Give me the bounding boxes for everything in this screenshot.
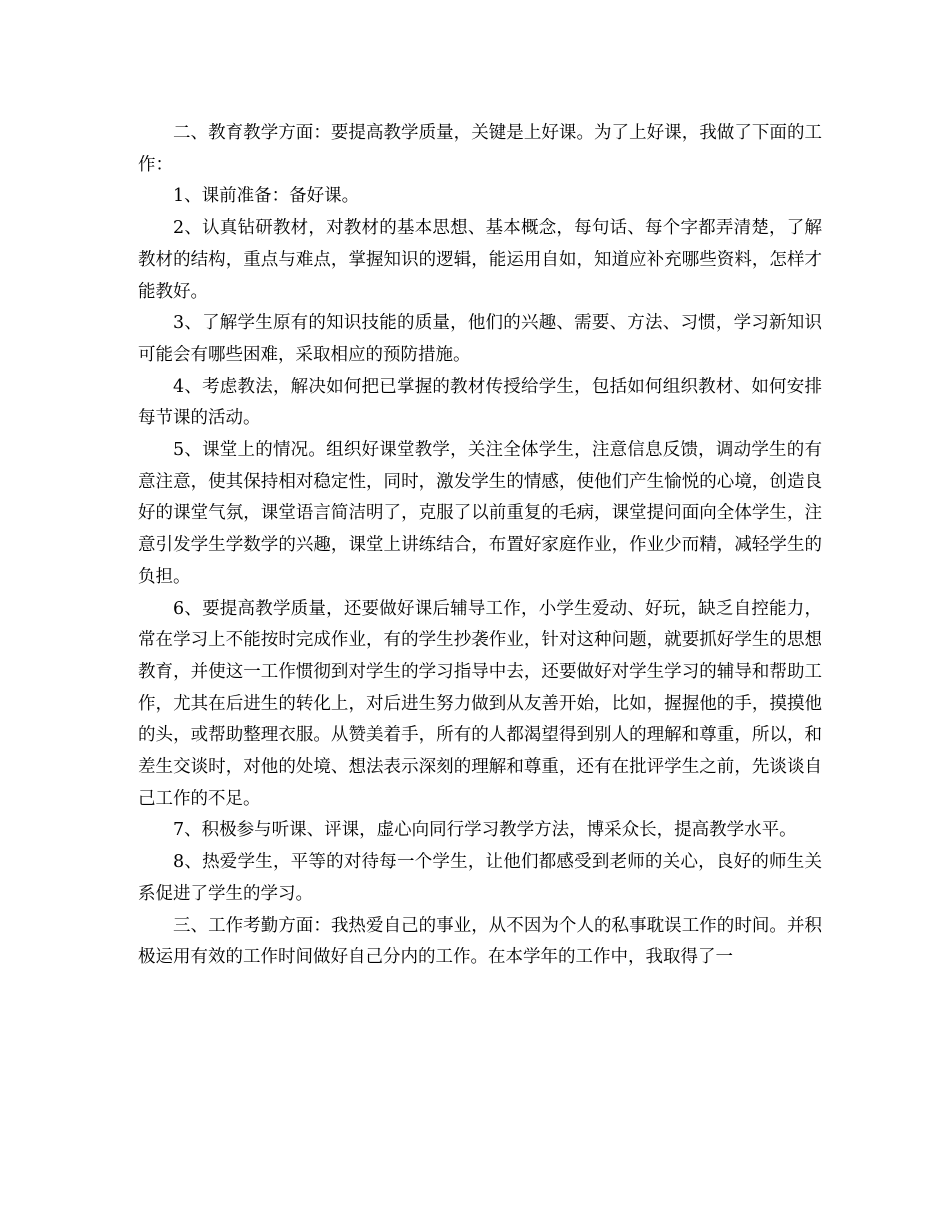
- paragraph-item-5: 5、课堂上的情况。组织好课堂教学，关注全体学生，注意信息反馈，调动学生的有意注意，使其保持相对稳定性，同时，激发学生的情感，使他们产生愉悦的心境，创造良好的课堂气氛，课堂语言简洁明了，克服了以前重复的毛病，课堂提问面向全体学生，注意引发学生学数学的兴趣，课堂上讲练结合，布置好家庭作业，作业少而精，减轻学生的负担。: [138, 440, 822, 587]
- paragraph-item-4: 4、考虑教法，解决如何把已掌握的教材传授给学生，包括如何组织教材、如何安排每节课的活动。: [138, 376, 822, 429]
- paragraph-section-2-intro: 二、教育教学方面：要提高教学质量，关键是上好课。为了上好课，我做了下面的工作：: [138, 123, 822, 175]
- paragraph-item-2: 2、认真钻研教材，对教材的基本思想、基本概念，每句话、每个字都弄清楚，了解教材的结构，重点与难点，掌握知识的逻辑，能运用自如，知道应补充哪些资料，怎样才能教好。: [138, 218, 822, 302]
- paragraph-item-3: 3、了解学生原有的知识技能的质量，他们的兴趣、需要、方法、习惯，学习新知识可能会有哪些困难，采取相应的预防措施。: [138, 313, 822, 365]
- paragraph-item-8: 8、热爱学生，平等的对待每一个学生，让他们都感受到老师的关心，良好的师生关系促进了学生的学习。: [138, 852, 822, 904]
- paragraph-item-7: 7、积极参与听课、评课，虚心向同行学习教学方法，博采众长，提高教学水平。: [173, 820, 797, 841]
- paragraph-item-1: 1、课前准备：备好课。: [173, 186, 360, 207]
- paragraph-item-6: 6、要提高教学质量，还要做好课后辅导工作，小学生爱动、好玩，缺乏自控能力，常在学习上不能按时完成作业，有的学生抄袭作业，针对这种问题，就要抓好学生的思想教育，并使这一工作惯彻到对学生的学习指导中去，还要做好对学生学习的辅导和帮助工作，尤其在后进生的转化上，对后进生努力做到从友善开始，比如，握握他的手，摸摸他的头，或帮助整理衣服。从赞美着手，所有的人都渴望得到别人的理解和尊重，所以，和差生交谈时，对他的处境、想法表示深刻的理解和尊重，还有在批评学生之前，先谈谈自己工作的不足。: [138, 598, 822, 809]
- paragraph-section-3-intro: 三、工作考勤方面：我热爱自己的事业，从不因为个人的私事耽误工作的时间。并积极运用有效的工作时间做好自己分内的工作。在本学年的工作中，我取得了一: [138, 915, 822, 968]
- document-page: [138, 118, 822, 974]
